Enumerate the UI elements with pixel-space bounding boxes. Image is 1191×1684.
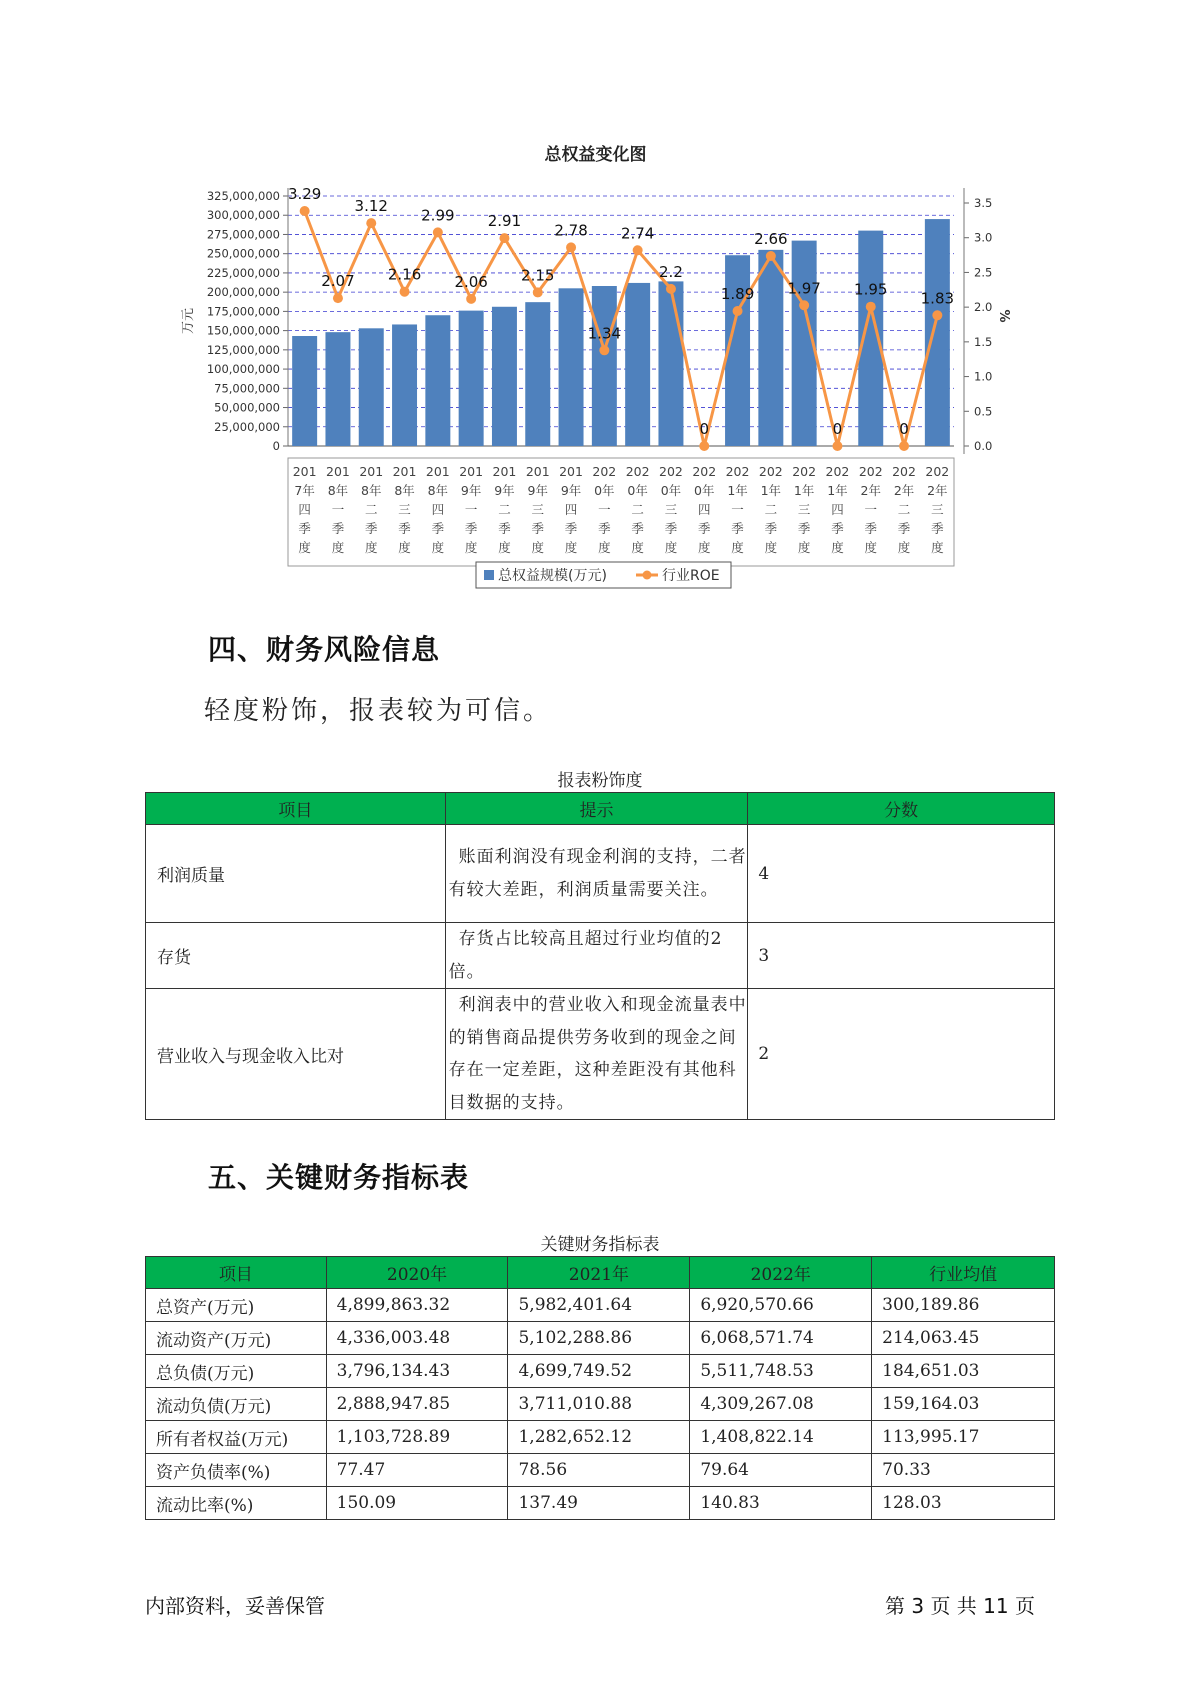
x-tick-label: 0年 [660,483,682,498]
x-tick-label: 201 [392,464,417,479]
bar [592,286,617,446]
x-tick-label: 202 [825,464,850,479]
x-tick-label: 202 [758,464,783,479]
risk-item: 存货 [146,923,446,989]
y-left-tick-label: 250,000,000 [206,246,280,261]
x-tick-label: 201 [425,464,450,479]
kpi-cell: 4,699,749.52 [508,1355,690,1388]
kpi-cell: 4,309,267.08 [690,1388,872,1421]
x-tick-label: 度 [364,540,378,555]
y-right-tick-label: 1.5 [974,334,993,349]
roe-point [566,242,576,252]
x-tick-label: 一 [331,502,345,517]
x-tick-label: 季 [631,521,644,536]
roe-point [499,233,509,243]
bar [525,302,550,446]
roe-point [766,251,776,261]
x-tick-label: 202 [592,464,617,479]
kpi-cell: 184,651.03 [872,1355,1055,1388]
x-tick-label: 一 [864,502,878,517]
x-tick-label: 度 [897,540,911,555]
x-tick-label: 度 [664,540,678,555]
x-tick-label: 9年 [494,483,515,498]
y-right-tick-label: 2.0 [974,300,993,315]
roe-point [366,218,376,228]
roe-data-label: 2.74 [620,224,655,243]
roe-data-label: 1.34 [587,324,622,343]
x-tick-label: 8年 [327,483,349,498]
chart-title: 总权益变化图 [544,145,647,165]
kpi-cell: 5,511,748.53 [690,1355,872,1388]
legend-bar-swatch [484,570,494,580]
bar [325,332,350,446]
x-tick-label: 202 [692,464,717,479]
roe-point [533,287,543,297]
x-tick-label: 201 [326,464,350,479]
kpi-cell: 4,899,863.32 [326,1289,508,1322]
x-tick-label: 二 [631,502,644,517]
x-tick-label: 一 [464,502,478,517]
y-left-tick-label: 225,000,000 [206,265,280,280]
x-tick-label: 四 [831,502,844,517]
x-tick-label: 季 [498,521,511,536]
x-tick-label: 季 [398,521,411,536]
x-tick-label: 度 [831,540,844,555]
x-tick-label: 9年 [527,483,548,498]
x-tick-label: 度 [331,540,345,555]
y-right-tick-label: 2.5 [974,265,993,280]
roe-data-label: 3.12 [354,197,388,216]
bar [392,324,417,446]
roe-point [300,206,310,216]
y-left-tick-label: 325,000,000 [206,189,280,203]
table-header-row [146,1257,1055,1289]
x-tick-label: 0年 [694,483,715,498]
x-tick-label: 度 [531,540,545,555]
x-tick-label: 季 [797,521,811,536]
kpi-cell: 77.47 [326,1454,508,1487]
kpi-row-label: 流动比率(%) [146,1487,327,1520]
column-header: 项目 [146,793,446,825]
section-heading-kpi: 五、关键财务指标表 [208,1161,470,1194]
y-left-tick-label: 200,000,000 [206,285,280,300]
x-tick-label: 二 [897,502,911,517]
table-row [146,1289,1055,1322]
y-left-tick-label: 75,000,000 [214,381,280,396]
y-left-tick-label: 50,000,000 [214,400,280,415]
roe-point [799,300,809,310]
kpi-cell: 4,336,003.48 [326,1322,508,1355]
kpi-cell: 6,068,571.74 [690,1322,872,1355]
risk-table [145,792,1055,1120]
x-tick-label: 8年 [427,483,449,498]
risk-score: 4 [748,825,1055,923]
kpi-cell: 159,164.03 [872,1388,1055,1421]
roe-data-label: 2.99 [421,206,455,225]
risk-hint: 账面利润没有现金利润的支持，二者有较大差距，利润质量需要关注。 [445,825,748,923]
table-row [146,1322,1055,1355]
y-left-tick-label: 300,000,000 [206,208,280,223]
kpi-cell: 2,888,947.85 [326,1388,508,1421]
roe-data-label: 2.91 [487,212,522,231]
kpi-cell: 150.09 [326,1487,508,1520]
x-tick-label: 度 [564,540,578,555]
y-left-tick-label: 0 [272,439,280,453]
roe-point [733,306,743,316]
roe-data-label: 2.66 [754,230,788,248]
x-tick-label: 2年 [893,483,915,498]
roe-point [832,441,842,451]
kpi-cell: 3,711,010.88 [508,1388,690,1421]
kpi-cell: 5,982,401.64 [508,1289,690,1322]
x-tick-label: 度 [464,540,478,555]
table-row [146,1454,1055,1487]
kpi-cell: 70.33 [872,1454,1055,1487]
column-header: 分数 [748,793,1055,825]
x-tick-label: 202 [792,464,817,479]
column-header: 行业均值 [872,1257,1055,1289]
bar [758,250,783,446]
kpi-row-label: 总负债(万元) [146,1355,327,1388]
roe-data-label: 0 [899,420,909,438]
kpi-cell: 128.03 [872,1487,1055,1520]
roe-point [599,345,609,355]
x-tick-label: 201 [459,464,484,479]
roe-point [466,294,476,304]
roe-data-label: 0 [699,420,710,438]
x-tick-label: 三 [398,502,411,517]
roe-data-label: 2.78 [554,221,588,240]
table-row [146,825,1055,923]
kpi-cell: 214,063.45 [872,1322,1055,1355]
column-header: 2021年 [508,1257,690,1289]
x-tick-label: 一 [598,502,611,517]
x-tick-label: 度 [931,540,944,555]
x-tick-label: 9年 [560,483,582,498]
kpi-cell: 140.83 [690,1487,872,1520]
y-left-tick-label: 275,000,000 [206,227,280,242]
x-tick-label: 202 [892,464,916,479]
x-tick-label: 季 [831,521,844,536]
x-tick-label: 季 [431,521,445,536]
x-tick-label: 季 [697,521,711,536]
kpi-table [145,1256,1055,1520]
x-tick-label: 1年 [760,483,782,498]
y-right-axis-title: % [996,309,1011,323]
x-tick-label: 202 [925,464,950,479]
chart-svg [0,0,1191,600]
x-tick-label: 季 [931,521,944,536]
y-right-tick-label: 0.5 [974,404,993,419]
x-tick-label: 201 [359,464,384,479]
roe-point [433,227,443,237]
table-row [146,1487,1055,1520]
column-header: 2020年 [326,1257,508,1289]
kpi-row-label: 所有者权益(万元) [146,1421,327,1454]
x-tick-label: 度 [498,540,511,555]
x-tick-label: 二 [764,502,778,517]
x-tick-label: 二 [364,502,378,517]
kpi-cell: 79.64 [690,1454,872,1487]
kpi-cell: 137.49 [508,1487,690,1520]
x-tick-label: 202 [858,464,883,479]
x-tick-label: 度 [298,540,311,555]
y-right-tick-label: 1.0 [974,369,993,384]
x-tick-label: 度 [697,540,711,555]
x-tick-label: 度 [631,540,644,555]
x-tick-label: 度 [398,540,411,555]
kpi-cell: 3,796,134.43 [326,1355,508,1388]
bar [658,281,683,446]
table-row [146,989,1055,1120]
x-tick-label: 2年 [860,483,881,498]
table-row [146,923,1055,989]
x-tick-label: 三 [664,502,678,517]
x-tick-label: 季 [531,521,545,536]
table-row [146,1388,1055,1421]
x-tick-label: 季 [464,521,478,536]
x-tick-label: 季 [664,521,678,536]
bar [292,336,317,446]
x-tick-label: 三 [531,502,545,517]
x-tick-label: 四 [431,502,445,517]
kpi-row-label: 流动负债(万元) [146,1388,327,1421]
x-tick-label: 四 [298,502,311,517]
legend-bar-label: 总权益规模(万元) [498,568,607,584]
risk-summary: 轻度粉饰，报表较为可信。 [204,696,553,726]
roe-point [400,287,410,297]
kpi-cell: 78.56 [508,1454,690,1487]
y-left-tick-label: 100,000,000 [206,362,280,377]
x-tick-label: 季 [564,521,578,536]
legend-line-marker [643,571,652,580]
roe-data-label: 2.16 [387,265,422,284]
section-heading-risk: 四、财务风险信息 [208,633,441,666]
bar [492,307,517,446]
kpi-row-label: 资产负债率(%) [146,1454,327,1487]
y-left-tick-label: 25,000,000 [214,419,280,434]
roe-data-label: 1.97 [787,279,821,298]
x-tick-label: 2年 [927,483,948,498]
x-tick-label: 7年 [294,483,315,498]
roe-data-label: 1.83 [920,289,955,308]
x-tick-label: 201 [292,464,317,479]
x-tick-label: 度 [864,540,878,555]
kpi-cell: 1,408,822.14 [690,1421,872,1454]
roe-data-label: 2.06 [454,272,488,291]
kpi-cell: 5,102,288.86 [508,1322,690,1355]
x-tick-label: 202 [659,464,683,479]
bar [625,283,650,446]
roe-point [932,310,942,320]
roe-data-label: 3.29 [287,185,322,203]
kpi-cell: 1,103,728.89 [326,1421,508,1454]
x-tick-label: 季 [731,521,744,536]
table-header-row [146,793,1055,825]
roe-data-label: 2.2 [659,262,683,281]
bar [925,219,950,446]
roe-data-label: 2.07 [321,272,355,291]
x-tick-label: 0年 [594,483,615,498]
kpi-cell: 1,282,652.12 [508,1421,690,1454]
roe-point [633,245,643,255]
y-right-tick-label: 3.0 [974,230,993,245]
x-tick-label: 202 [725,464,750,479]
risk-hint: 存货占比较高且超过行业均值的2倍。 [445,923,748,989]
kpi-cell: 6,920,570.66 [690,1289,872,1322]
kpi-cell: 113,995.17 [872,1421,1055,1454]
kpi-row-label: 流动资产(万元) [146,1322,327,1355]
roe-data-label: 2.15 [521,266,555,285]
x-tick-label: 季 [298,521,311,536]
roe-point [333,293,343,303]
legend-line-label: 行业ROE [662,568,720,584]
x-tick-label: 9年 [460,483,482,498]
roe-data-label: 1.95 [854,280,888,299]
x-tick-label: 201 [559,464,583,479]
x-tick-label: 三 [931,502,944,517]
x-tick-label: 季 [331,521,345,536]
table-row [146,1355,1055,1388]
risk-table-caption: 报表粉饰度 [557,771,643,791]
kpi-row-label: 总资产(万元) [146,1289,327,1322]
x-tick-label: 一 [731,502,744,517]
equity-chart [0,0,1191,600]
x-tick-label: 季 [897,521,911,536]
column-header: 2022年 [690,1257,872,1289]
x-tick-label: 季 [864,521,878,536]
roe-point [666,284,676,294]
bar [359,328,384,446]
x-tick-label: 季 [598,521,611,536]
risk-item: 营业收入与现金收入比对 [146,989,446,1120]
y-left-tick-label: 175,000,000 [206,304,280,319]
y-right-tick-label: 3.5 [974,196,993,210]
column-header: 项目 [146,1257,327,1289]
risk-hint: 利润表中的营业收入和现金流量表中的销售商品提供劳务收到的现金之间存在一定差距，这种差距没有其他科目数据的支持。 [445,989,748,1120]
page-number: 第 3 页 共 11 页 [885,1594,1035,1618]
bar [459,311,484,446]
x-tick-label: 201 [492,464,517,479]
x-tick-label: 度 [431,540,445,555]
roe-point [866,302,876,312]
footer-note: 内部资料，妥善保管 [145,1594,325,1618]
x-tick-label: 1年 [827,483,848,498]
roe-point [699,441,709,451]
x-tick-label: 202 [625,464,650,479]
x-tick-label: 三 [797,502,811,517]
roe-data-label: 0 [832,420,843,438]
roe-data-label: 1.89 [720,285,755,303]
x-tick-label: 度 [731,540,744,555]
column-header: 提示 [445,793,748,825]
kpi-table-caption: 关键财务指标表 [540,1235,660,1255]
x-tick-label: 度 [764,540,778,555]
y-left-tick-label: 150,000,000 [206,323,280,338]
bar [425,315,450,446]
risk-score: 3 [748,923,1055,989]
risk-score: 2 [748,989,1055,1120]
x-label-frame [288,458,954,566]
risk-item: 利润质量 [146,825,446,923]
x-tick-label: 四 [564,502,578,517]
bar [559,288,584,446]
table-row [146,1421,1055,1454]
x-tick-label: 季 [764,521,778,536]
kpi-cell: 300,189.86 [872,1289,1055,1322]
y-right-tick-label: 0.0 [974,439,993,453]
x-tick-label: 度 [598,540,611,555]
x-tick-label: 0年 [627,483,648,498]
x-tick-label: 二 [498,502,511,517]
y-left-tick-label: 125,000,000 [206,342,280,357]
x-tick-label: 8年 [361,483,382,498]
x-tick-label: 8年 [394,483,415,498]
y-left-axis-title: 万元 [181,307,196,335]
x-tick-label: 四 [697,502,711,517]
x-tick-label: 1年 [793,483,815,498]
x-tick-label: 201 [525,464,550,479]
x-tick-label: 度 [797,540,811,555]
roe-point [899,441,909,451]
x-tick-label: 季 [364,521,378,536]
x-tick-label: 1年 [727,483,748,498]
